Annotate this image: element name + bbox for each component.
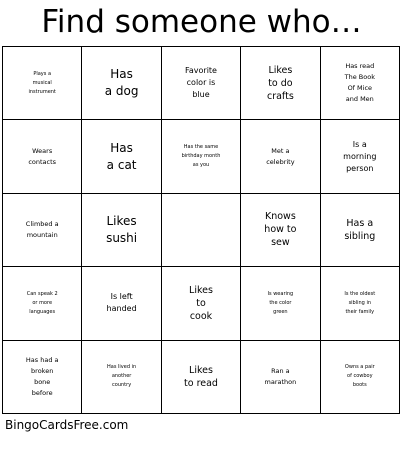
cell-text: Knows how to sew xyxy=(264,211,297,249)
bingo-cell[interactable] xyxy=(162,120,241,193)
bingo-cell[interactable] xyxy=(241,267,320,340)
cell-text: Has a dog xyxy=(104,67,139,99)
cell-text: Climbed a mountain xyxy=(25,219,59,239)
cell-text: Likes to cook xyxy=(189,284,213,322)
cell-text: Likes to do crafts xyxy=(266,64,294,102)
bingo-cell[interactable] xyxy=(321,120,400,193)
cell-text: Ran a marathon xyxy=(264,366,297,386)
bingo-cell[interactable] xyxy=(82,194,161,267)
bingo-cell[interactable] xyxy=(3,267,82,340)
cell-text: Plays a musical instrument xyxy=(28,70,56,95)
cell-text: Is wearing the color green xyxy=(267,290,294,315)
bingo-cell[interactable] xyxy=(3,120,82,193)
cell-text: Favorite color is blue xyxy=(185,66,217,100)
bingo-cell[interactable] xyxy=(162,267,241,340)
cell-text: Likes sushi xyxy=(106,213,138,245)
bingo-cell[interactable] xyxy=(82,341,161,414)
bingo-cell[interactable] xyxy=(321,341,400,414)
bingo-grid xyxy=(2,46,400,414)
bingo-cell[interactable] xyxy=(3,341,82,414)
bingo-cell[interactable] xyxy=(3,194,82,267)
cell-text: Is a morning person xyxy=(343,139,377,173)
cell-text: Has read The Book Of Mice and Men xyxy=(344,62,375,104)
cell-text: Has a cat xyxy=(106,140,137,172)
bingo-cell[interactable] xyxy=(321,194,400,267)
cell-text: Is the oldest sibling in their family xyxy=(344,290,376,315)
bingo-cell[interactable] xyxy=(82,267,161,340)
bingo-cell[interactable] xyxy=(162,341,241,414)
cell-text: Is left handed xyxy=(106,292,137,314)
bingo-cell[interactable] xyxy=(82,47,161,120)
cell-text: Owns a pair of cowboy boots xyxy=(344,364,375,389)
page-title: Find someone who… xyxy=(41,4,362,40)
cell-text: Met a celebrity xyxy=(266,146,295,166)
bingo-cell[interactable] xyxy=(3,47,82,120)
bingo-cell[interactable] xyxy=(241,47,320,120)
cell-text: Has lived in another country xyxy=(107,364,137,389)
footer-credit: BingoCardsFree.com xyxy=(5,418,129,432)
cell-text: Has had a broken bone before xyxy=(25,355,59,397)
bingo-cell[interactable] xyxy=(241,120,320,193)
bingo-cell[interactable] xyxy=(321,267,400,340)
bingo-cell[interactable] xyxy=(241,341,320,414)
bingo-cell[interactable] xyxy=(241,194,320,267)
cell-text: Has the same birthday month as you xyxy=(181,144,221,169)
bingo-cell[interactable] xyxy=(162,47,241,120)
bingo-cell[interactable] xyxy=(82,120,161,193)
bingo-free-cell[interactable] xyxy=(162,194,241,267)
cell-text: Wears contacts xyxy=(28,146,57,166)
bingo-cell[interactable] xyxy=(321,47,400,120)
cell-text: Can speak 2 or more languages xyxy=(26,290,58,315)
cell-text: Likes to read xyxy=(184,364,218,389)
cell-text: Has a sibling xyxy=(344,217,376,242)
